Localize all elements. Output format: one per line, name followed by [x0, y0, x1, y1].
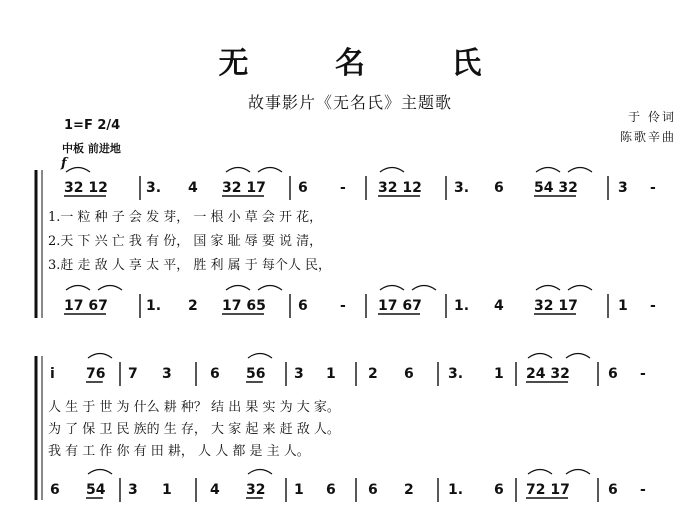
key-signature: 1=F 2/4: [64, 118, 121, 133]
system2-top-note: i: [50, 366, 55, 382]
system2-top-note: 6: [404, 366, 414, 382]
system1-bottom-note: -: [340, 298, 346, 314]
system2-top-note: 56: [246, 366, 266, 382]
system1-bottom-note: 32 17: [534, 298, 578, 314]
system2-top-note: 7: [128, 366, 138, 382]
system2-top-note: 3.: [448, 366, 464, 382]
system2-bottom-note: 72 17: [526, 482, 570, 498]
system2-bottom-note: 3: [128, 482, 138, 498]
slur-mark: [258, 168, 282, 173]
system1-top-note: 3: [618, 180, 628, 196]
system2-top-note: 3: [294, 366, 304, 382]
song-title: 无 名 氏: [218, 46, 520, 81]
system1-top-note: 4: [188, 180, 198, 196]
system2-bottom-note: 6: [50, 482, 60, 498]
system1-bottom-note: 1.: [146, 298, 162, 314]
slur-mark: [568, 168, 592, 173]
system1-top-note: 3.: [146, 180, 162, 196]
slur-mark: [88, 354, 112, 359]
system2-bottom-note: -: [640, 482, 646, 498]
system1-top-note: 54 32: [534, 180, 578, 196]
system2-top-note: 24 32: [526, 366, 570, 382]
lyricist-credit: 于 伶词: [628, 110, 676, 124]
slur-mark: [380, 168, 404, 173]
system2-bottom-note: 2: [404, 482, 414, 498]
lyric-line-1-1: 1.一 粒 种 子 会 发 芽， 一 根 小 草 会 开 花，: [48, 210, 323, 225]
system2-top-note: -: [640, 366, 646, 382]
slur-mark: [566, 470, 590, 475]
lyric-line-2-1: 人 生 于 世 为 什么 耕 种？ 结 出 果 实 为 大 家。: [48, 400, 340, 415]
system1-bottom-note: 1.: [454, 298, 470, 314]
system1-top-note: 6: [494, 180, 504, 196]
system1-bottom-note: 17 67: [378, 298, 422, 314]
system1-bottom-note: 17 67: [64, 298, 108, 314]
system1-top-note: -: [340, 180, 346, 196]
slur-mark: [412, 286, 436, 291]
system1-top-note: 6: [298, 180, 308, 196]
system1-top-note: 3.: [454, 180, 470, 196]
slur-mark: [248, 354, 272, 359]
system2-bottom-note: 1: [294, 482, 304, 498]
lyric-line-1-3: 3.赶 走 敌 人 享 太 平， 胜 利 属 于 每个人 民，: [48, 258, 331, 273]
slur-mark: [226, 286, 250, 291]
system2-top-note: 6: [608, 366, 618, 382]
system1-bottom-note: 6: [298, 298, 308, 314]
system1-bottom-note: 17 65: [222, 298, 266, 314]
slur-mark: [66, 168, 90, 173]
slur-mark: [226, 168, 250, 173]
system1-top-note: 32 17: [222, 180, 266, 196]
slur-mark: [528, 354, 552, 359]
lyric-line-1-2: 2.天 下 兴 亡 我 有 份， 国 家 耻 辱 要 说 清，: [48, 234, 323, 249]
system2-bottom-note: 1: [162, 482, 172, 498]
system1-top-note: 32 12: [378, 180, 422, 196]
system1-bottom-note: 1: [618, 298, 628, 314]
slur-mark: [258, 286, 282, 291]
dynamic-marking: f: [61, 156, 67, 171]
system1-bottom-note: -: [650, 298, 656, 314]
system2-top-note: 76: [86, 366, 106, 382]
slur-mark: [536, 168, 560, 173]
song-subtitle: 故事影片《无名氏》主题歌: [247, 93, 452, 112]
slur-mark: [566, 354, 590, 359]
slur-mark: [528, 470, 552, 475]
lyric-line-2-3: 我 有 工 作 你 有 田 耕， 人 人 都 是 主 人。: [48, 444, 310, 459]
system2-bottom-note: 4: [210, 482, 220, 498]
system2-top-note: 1: [326, 366, 336, 382]
system2-bottom-note: 1.: [448, 482, 464, 498]
system2-bottom-note: 32: [246, 482, 266, 498]
system2-top-note: 2: [368, 366, 378, 382]
tempo-marking: 中板 前进地: [62, 142, 121, 155]
slur-mark: [248, 470, 272, 475]
system2-bottom-note: 6: [608, 482, 618, 498]
system2-top-note: 3: [162, 366, 172, 382]
system1-top-note: 32 12: [64, 180, 108, 196]
system2-top-note: 6: [210, 366, 220, 382]
slur-mark: [98, 286, 122, 291]
system2-bottom-note: 6: [326, 482, 336, 498]
system1-top-note: -: [650, 180, 656, 196]
system1-bottom-note: 2: [188, 298, 198, 314]
system1-bottom-note: 4: [494, 298, 504, 314]
slur-mark: [536, 286, 560, 291]
system2-bottom-note: 6: [494, 482, 504, 498]
system2-bottom-note: 6: [368, 482, 378, 498]
system2-bottom-note: 54: [86, 482, 106, 498]
lyric-line-2-2: 为 了 保 卫 民 族的 生 存， 大 家 起 来 赶 敌 人。: [48, 422, 340, 437]
system2-top-note: 1: [494, 366, 504, 382]
slur-mark: [380, 286, 404, 291]
slur-mark: [88, 470, 112, 475]
composer-credit: 陈歌辛曲: [619, 130, 676, 144]
slur-mark: [568, 286, 592, 291]
slur-mark: [66, 286, 90, 291]
